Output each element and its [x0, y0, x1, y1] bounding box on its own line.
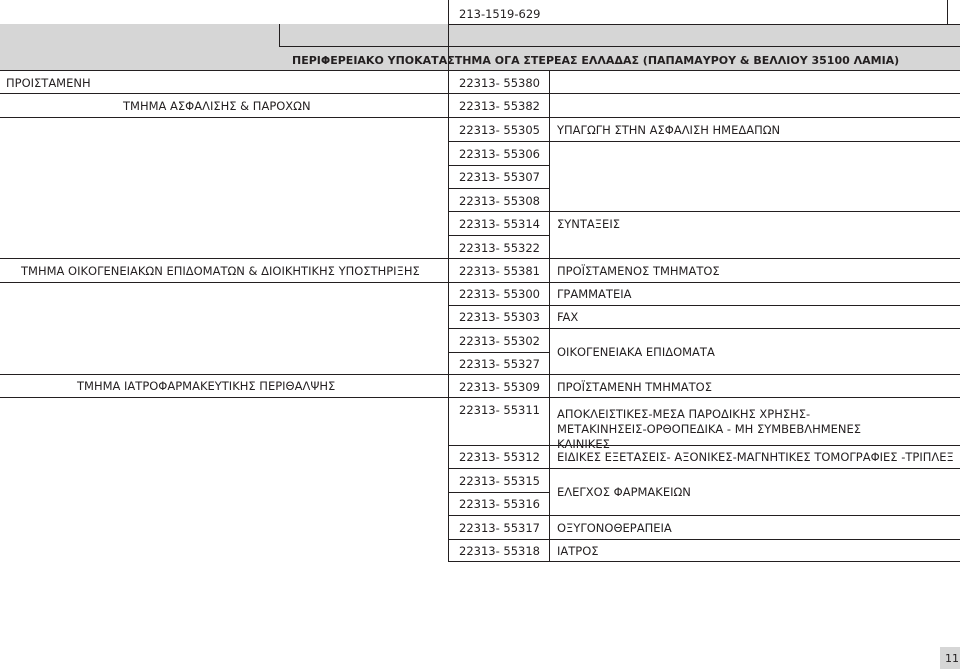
- phone-number: 22313- 55315: [459, 474, 540, 488]
- phone-number: 22313- 55305: [459, 123, 540, 137]
- phone-number: 22313- 55307: [459, 170, 540, 184]
- page-number: 11: [945, 652, 959, 665]
- phone-number: 22313- 55316: [459, 497, 540, 511]
- head-label: ΠΡΟΙΣΤΑΜΕΝΗ: [6, 76, 91, 90]
- pharmacy-control-desc: ΕΛΕΓΧΟΣ ΦΑΡΜΑΚΕΙΩΝ: [557, 485, 691, 499]
- phone-number: 22313- 55382: [459, 99, 540, 113]
- family-dept-label: ΤΜΗΜΑ ΟΙΚΟΓΕΝΕΙΑΚΩΝ ΕΠΙΔΟΜΑΤΩΝ & ΔΙΟΙΚΗΤΙΚΗΣ ΥΠΟΣΤΗΡΙΞΗΣ: [21, 264, 420, 278]
- phone-number: 22313- 55317: [459, 521, 540, 535]
- phone-number: 22313- 55322: [459, 241, 540, 255]
- phone-number: 22313- 55327: [459, 357, 540, 371]
- pharma-dept-label: ΤΜΗΜΑ ΙΑΤΡΟΦΑΡΜΑΚΕΥΤΙΚΗΣ ΠΕΡΙΘΑΛΨΗΣ: [77, 379, 336, 393]
- dept-head-female-desc: ΠΡΟΪΣΤΑΜΕΝΗ ΤΜΗΜΑΤΟΣ: [557, 380, 713, 394]
- phone-number: 22313- 55309: [459, 380, 540, 394]
- phone-number: 22313- 55306: [459, 147, 540, 161]
- office-header-title: ΠΕΡΙΦΕΡΕΙΑΚΟ ΥΠΟΚΑΤΑΣΤΗΜΑ ΟΓΑ ΣΤΕΡΕΑΣ ΕΛΛΑΔΑΣ (ΠΑΠΑΜΑΥΡΟΥ & ΒΕΛΛΙΟΥ 35100 ΛΑΜΙΑ): [292, 54, 900, 67]
- pensions-desc: ΣΥΝΤΑΞΕΙΣ: [557, 217, 620, 231]
- phone-number: 22313- 55308: [459, 194, 540, 208]
- secretariat-desc: ΓΡΑΜΜΑΤΕΙΑ: [557, 287, 632, 301]
- phone-number: 22313- 55318: [459, 544, 540, 558]
- phone-number: 22313- 55381: [459, 264, 540, 278]
- phone-number: 22313- 55380: [459, 76, 540, 90]
- special-exams-desc: ΕΙΔΙΚΕΣ ΕΞΕΤΑΣΕΙΣ- ΑΞΟΝΙΚΕΣ-ΜΑΓΝΗΤΙΚΕΣ ΤΟΜΟΓΡΑΦΙΕΣ -ΤΡΙΠΛΕΞ: [557, 450, 954, 464]
- doctor-desc: ΙΑΤΡΟΣ: [557, 544, 599, 558]
- phone-number: 22313- 55312: [459, 450, 540, 464]
- phone-number: 22313- 55303: [459, 310, 540, 324]
- insurance-dept-label: ΤΜΗΜΑ ΑΣΦΑΛΙΣΗΣ & ΠΑΡΟΧΩΝ: [123, 99, 311, 113]
- family-allowances-desc: ΟΙΚΟΓΕΝΕΙΑΚΑ ΕΠΙΔΟΜΑΤΑ: [557, 345, 715, 359]
- top-phone-number: 213-1519-629: [459, 7, 541, 21]
- insurance-registration-desc: ΥΠΑΓΩΓΗ ΣΤΗΝ ΑΣΦΑΛΙΣΗ ΗΜΕΔΑΠΩΝ: [557, 123, 781, 137]
- phone-number: 22313- 55314: [459, 217, 540, 231]
- equipment-desc: ΑΠΟΚΛΕΙΣΤΙΚΕΣ-ΜΕΣΑ ΠΑΡΟΔΙΚΗΣ ΧΡΗΣΗΣ-ΜΕΤΑΚΙΝΗΣΕΙΣ-ΟΡΘΟΠΕΔΙΚΑ - ΜΗ ΣΥΜΒΕΒΛΗΜΕΝΕΣ ΚΛΙΝΙΚΕΣ: [557, 407, 862, 451]
- phone-number: 22313- 55300: [459, 287, 540, 301]
- dept-head-male-desc: ΠΡΟΪΣΤΑΜΕΝΟΣ ΤΜΗΜΑΤΟΣ: [557, 264, 720, 278]
- phone-number: 22313- 55302: [459, 334, 540, 348]
- oxygen-desc: ΟΞΥΓΟΝΟΘΕΡΑΠΕΙΑ: [557, 521, 672, 535]
- phone-number: 22313- 55311: [459, 403, 540, 417]
- fax-desc: FAX: [557, 310, 579, 324]
